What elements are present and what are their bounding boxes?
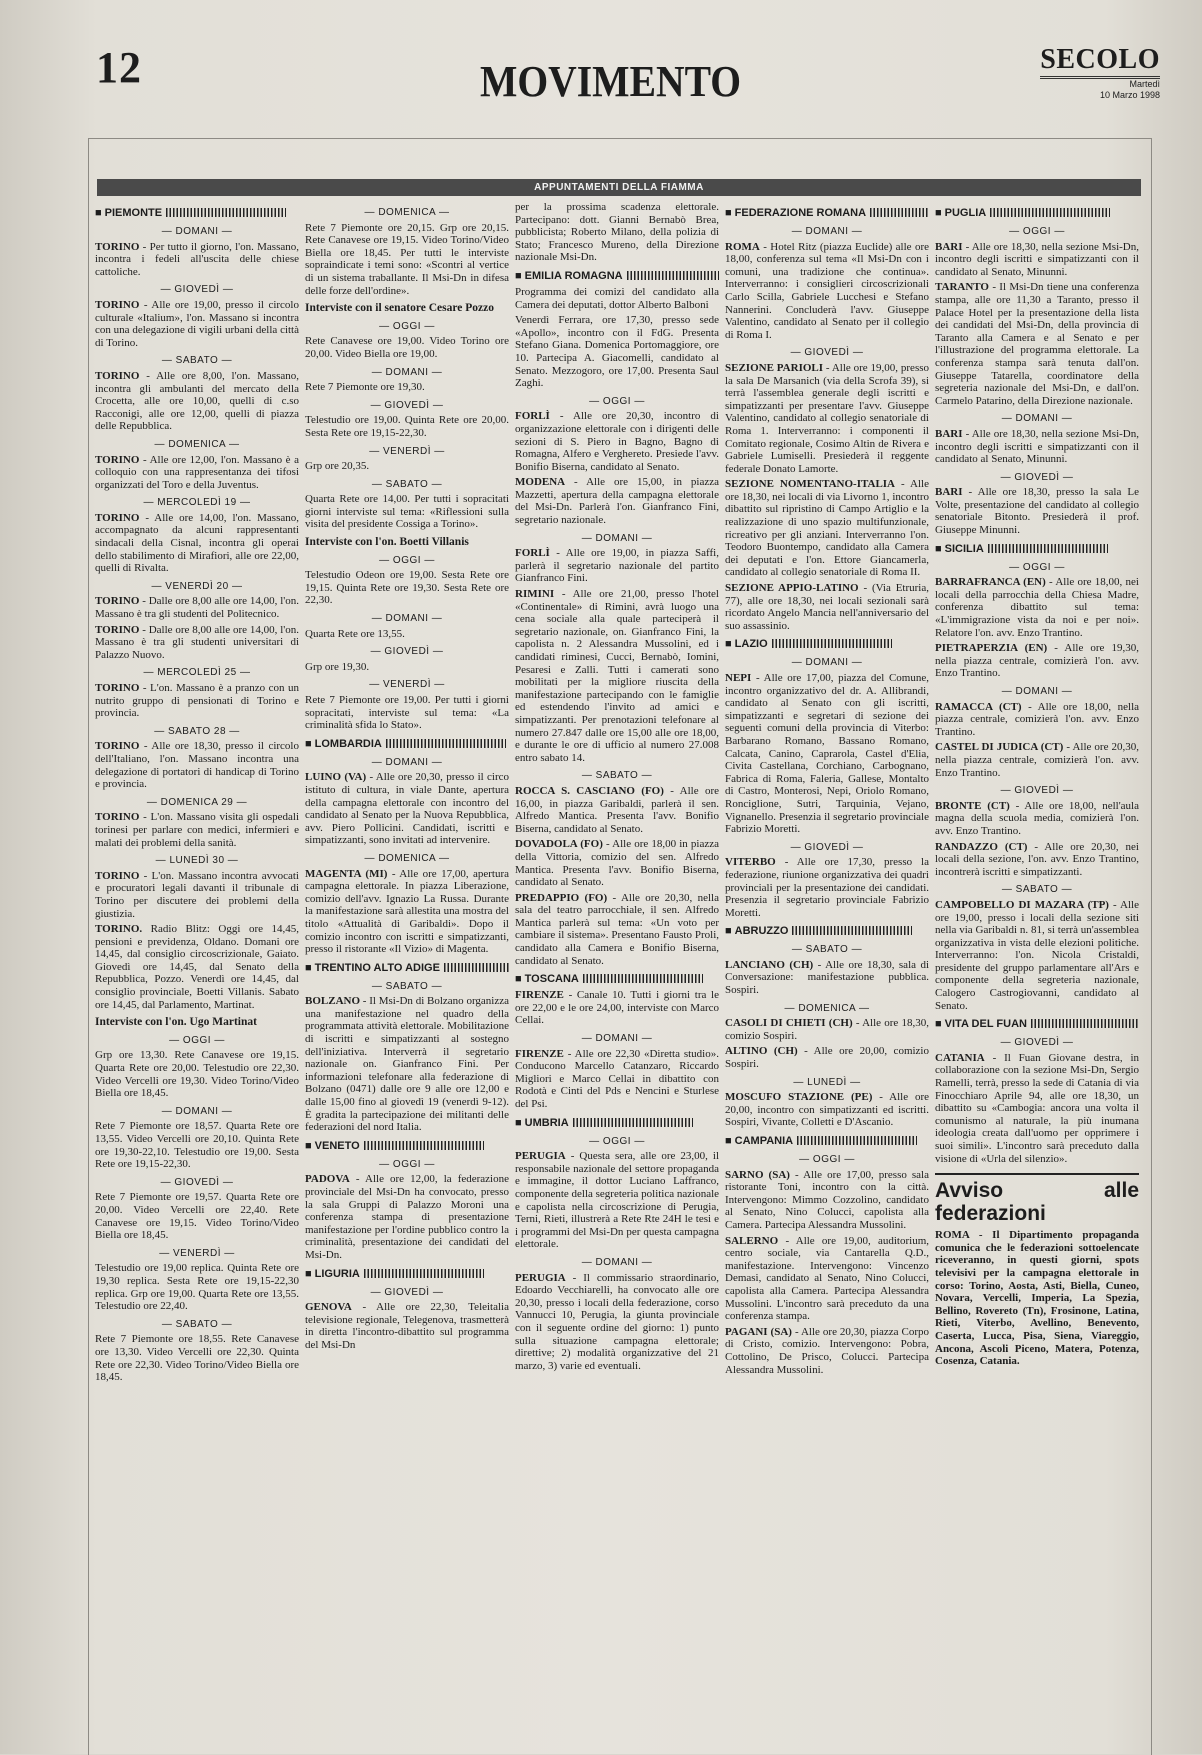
notice-text: Venerdì Ferrara, ore 17,30, presso sede «Apollo», incontro con il FdG. Presenta Stefano Giana. Domenica Portomaggiore, ore 10. Partecipa A. Giacomelli, candidato al Senato. Mezzogoro, ore 17,00. Presenta Saul Zaghi. bbox=[515, 314, 719, 390]
notice-place: LANCIANO (CH) bbox=[725, 958, 814, 971]
notice-text: Rete 7 Piemonte ore 19,57. Quarta Rete ore 20,00. Video Vercelli ore 22,40. Rete Canavese ore 19,15. Video Torino/Video Biella ore 18,45. bbox=[95, 1191, 299, 1242]
notice-item bbox=[935, 1052, 1139, 1165]
notice-item bbox=[305, 569, 509, 607]
day-heading: — VENERDÌ — bbox=[369, 679, 445, 691]
notice-place: DOVADOLA (FO) bbox=[515, 838, 603, 851]
region-heading: ■ VENETO bbox=[305, 1140, 509, 1153]
notice-item bbox=[95, 870, 299, 920]
sub-heading: Interviste con il senatore Cesare Pozzo bbox=[305, 302, 494, 315]
day-heading: — GIOVEDÌ — bbox=[1000, 785, 1074, 797]
notice-text: - (Via Etruria, 77), alle ore 18,30, nei locali sezionali sarà ricordato Angelo Mancia nell'anniversario del suo assassinio. bbox=[725, 582, 929, 632]
notice-item bbox=[95, 1191, 299, 1241]
notice-text: - Alle ore 18,30, comizio Sospiri. bbox=[725, 1017, 929, 1042]
notice-text: Telestudio ore 19,00 replica. Quinta Rete ore 19,30 replica. Sesta Rete ore 19,15-22,30 replica. Grp ore 19,00. Quarta Rete ore 13,55. Telestudio ore 22,40. bbox=[95, 1262, 299, 1313]
notice-place: VITERBO bbox=[725, 856, 776, 869]
region-heading: ■ PIEMONTE bbox=[95, 207, 299, 220]
notice-text: Grp ore 19,30. bbox=[305, 660, 370, 673]
notice-place: MODENA bbox=[515, 476, 566, 489]
notice-item bbox=[725, 1045, 929, 1070]
day-heading: — LUNEDÌ — bbox=[793, 1076, 861, 1088]
notice-item bbox=[515, 1150, 719, 1251]
notice-text: Telestudio ore 19,00. Quinta Rete ore 20,00. Sesta Rete ore 19,15-22,30. bbox=[305, 414, 509, 439]
notice-item bbox=[95, 740, 299, 790]
notice-item bbox=[515, 314, 719, 390]
avviso-lead: ROMA bbox=[935, 1229, 970, 1242]
notice-text: Rete Canavese ore 19,00. Video Torino ore 20,00. Video Biella ore 19,00. bbox=[305, 335, 509, 360]
column-1 bbox=[95, 201, 299, 1751]
notice-place: TORINO bbox=[95, 369, 140, 382]
notice-item bbox=[305, 460, 509, 473]
section-banner: APPUNTAMENTI DELLA FIAMMA bbox=[97, 179, 1141, 196]
notice-text: Rete 7 Piemonte ore 18,57. Quarta Rete ore 13,55. Video Vercelli ore 20,10. Quinta Rete ore 19,30-22,10. Telestudio ore 19,00. Sesta Rete ore 19,15-22,30. bbox=[95, 1120, 299, 1171]
notice-text: - Alle ore 17,00, apertura campagna elettorale. In piazza Liberazione, comizio dell'avv. Ignazio La Russa. Durante la manifestazione sarà allestita una mostra del titolo «Attualità di Garibaldi». Dopo il comizio incontro con iscritti e simpatizzanti, presso il ristorante «Il Vizio» di Magenta. bbox=[305, 867, 509, 956]
day-heading: — DOMANI — bbox=[371, 613, 443, 625]
day-heading: — GIOVEDÌ — bbox=[370, 646, 444, 658]
notice-place: TORINO bbox=[95, 623, 140, 636]
notice-item bbox=[725, 1169, 929, 1232]
notice-place: BARI bbox=[935, 486, 963, 499]
day-heading: — GIOVEDÌ — bbox=[160, 284, 234, 296]
notice-item bbox=[725, 1017, 929, 1042]
day-heading: — SABATO 28 — bbox=[154, 725, 240, 737]
day-heading: — DOMENICA — bbox=[784, 1002, 870, 1014]
notice-text: - Alle ore 12,00, la federazione provinciale del Msi-Dn ha convocato, presso la sala Gruppi di Palazzo Moroni una conferenza stampa di presentazione manifestazione per l'ordine pubblico contro la criminalità, presentazione dei candidati del Msi-Dn. bbox=[305, 1173, 509, 1261]
notice-place: TORINO bbox=[95, 298, 140, 311]
day-heading: — MERCOLEDÌ 25 — bbox=[143, 667, 251, 679]
notice-text: - Alle ore 20,30, presso il circo istituto di cultura, in viale Dante, apertura della campagna elettorale con incontro del candidato al Senato per la Nuova Repubblica, avv. Piero Pollicini. Candidati, iscritti e simpatizzanti, sono invitati ad intervenire. bbox=[305, 771, 509, 847]
day-heading: — VENERDÌ 20 — bbox=[151, 580, 243, 592]
notice-text: - Dalle ore 8,00 alle ore 14,00, l'on. Massano è tra gli studenti del Politecnico. bbox=[95, 595, 299, 621]
notice-place: ALTINO (CH) bbox=[725, 1045, 798, 1058]
notice-text: Rete 7 Piemonte ore 19,30. bbox=[305, 381, 425, 394]
notice-place: MAGENTA (MI) bbox=[305, 867, 388, 880]
notice-text: - Il Fuan Giovane destra, in collaborazione con la sezione Msi-Dn, Sergio Ramelli, terrà, presso la sede di Catania di via Finocchiaro Aprile 94, alle ore 18,30, un dibattito su «Cambogia: ancora una volta il comunismo al naturale, la più inumana ideologia creata dall'uomo per opprimere i suoi simili». L'incontro sarà preceduto dalla visione di «Urla del silenzio». bbox=[935, 1051, 1139, 1165]
notice-place: FIRENZE bbox=[515, 989, 564, 1002]
sub-heading: Interviste con l'on. Ugo Martinat bbox=[95, 1016, 257, 1029]
notice-text: - Canale 10. Tutti i giorni tra le ore 22,00 e le ore 24,00, interviste con Marco Cellai. bbox=[515, 989, 719, 1027]
notice-text: - Dalle ore 8,00 alle ore 14,00, l'on. Massano è tra gli studenti universitari di Palazzo Nuovo. bbox=[95, 623, 299, 661]
notice-item bbox=[725, 1326, 929, 1376]
notice-item bbox=[95, 512, 299, 575]
notice-item bbox=[935, 576, 1139, 639]
notice-place: TORINO bbox=[95, 869, 140, 882]
notice-item bbox=[935, 800, 1139, 838]
notice-item bbox=[515, 410, 719, 473]
notice-text: - Alle ore 18,00, nei locali della parrocchia della Chiesa Madre, conferenza dibattito sul tema: «L'immigrazione vista da noi e per noi». Relatore l'on. avv. Enzo Trantino. bbox=[935, 576, 1139, 639]
page-number: 12 bbox=[96, 43, 142, 92]
notice-item bbox=[935, 642, 1139, 680]
notice-text: - Alle ore 20,30, nei locali della sezione, l'on. avv. Enzo Trantino, incontrerà iscritti e simpatizzanti. bbox=[935, 840, 1139, 878]
notice-text: - Alle ore 14,00, l'on. Massano, accompagnato da alcuni rappresentanti sindacali della Cisnal, incontra gli operai dello stabilimento di Mirafiori, alle ore 22,00, quelli di Rivalta. bbox=[95, 511, 299, 575]
notice-text: - Alle ore 12,00, l'on. Massano è a colloquio con una rappresentanza dei tifosi organizzati del Toro e della Juventus. bbox=[95, 453, 299, 491]
notice-text: - Il Msi-Dn tiene una conferenza stampa, alle ore 11,30 a Taranto, presso il Palace Hotel per la presentazione della lista dei candidati del Msi-Dn, della provincia di Taranto alla Camera e al Senato e per l'illustrazione del programma elettorale. La conferenza stampa sarà tenuta dall'on. Giuseppe Tatarella, coordinatore della segreteria nazionale del Msi-Dn, e dall'on. Carmelo Patarino, della Direzione nazionale. bbox=[935, 281, 1139, 407]
day-heading: — SABATO — bbox=[581, 770, 653, 782]
day-heading: — SABATO — bbox=[371, 478, 443, 490]
notice-place: PERUGIA bbox=[515, 1150, 566, 1163]
day-heading: — OGGI — bbox=[589, 1135, 645, 1147]
notice-item bbox=[95, 454, 299, 492]
day-heading: — DOMENICA — bbox=[364, 852, 450, 864]
notice-text: - Alle ore 18,00 in piazza della Vittoria, comizio del sen. Alfredo Mantica. Presenta l'avv. Bonifio Biserna, candidato al Senato. bbox=[515, 838, 719, 889]
notice-item bbox=[725, 672, 929, 836]
notice-item bbox=[95, 1120, 299, 1170]
notice-text: Quarta Rete ore 14,00. Per tutti i sopracitati giorni interviste sul tema: «Riflessioni sulla visita del presidente Cossiga a Torino». bbox=[305, 493, 509, 531]
region-heading: ■ LIGURIA bbox=[305, 1268, 509, 1281]
notice-item bbox=[305, 493, 509, 531]
day-heading: — SABATO — bbox=[161, 1318, 233, 1330]
notice-item bbox=[95, 595, 299, 620]
notice-item bbox=[725, 478, 929, 579]
day-heading: — GIOVEDÌ — bbox=[370, 1286, 444, 1298]
column-3 bbox=[515, 201, 719, 1751]
notice-text: Rete 7 Piemonte ore 19,00. Per tutti i giorni sopracitati, interviste sul tema: «La criminalità sfida lo Stato». bbox=[305, 694, 509, 732]
region-heading: ■ EMILIA ROMAGNA bbox=[515, 270, 719, 283]
notice-item bbox=[305, 868, 509, 956]
notice-item bbox=[935, 428, 1139, 466]
day-heading: — DOMANI — bbox=[371, 366, 443, 378]
day-heading: — OGGI — bbox=[379, 320, 435, 332]
notice-text: - Alle ore 17,00, presso sala ristorante Toni, incontro con la città. Intervengono: Mimmo Cozzolino, candidato al Senato, Nino Colucci, capolista alla Camera. Partecipa Alessandra Mussolini. bbox=[725, 1168, 929, 1231]
notice-item bbox=[515, 838, 719, 888]
notice-text: - Alle ore 20,30, nella piazza centrale, comizierà l'on. avv. Enzo Trantino. bbox=[935, 741, 1139, 779]
notice-text: Rete 7 Piemonte ore 18,55. Rete Canavese ore 13,30. Video Vercelli ore 22,30. Quinta Rete ore 22,30. Video Torino/Video Biella ore 18,45. bbox=[95, 1333, 299, 1384]
notice-item bbox=[305, 1301, 509, 1351]
notice-place: PIETRAPERZIA (EN) bbox=[935, 642, 1048, 655]
notice-place: TORINO bbox=[95, 740, 140, 753]
day-heading: — OGGI — bbox=[1009, 561, 1065, 573]
notice-place: FORLÌ bbox=[515, 547, 550, 560]
notice-item bbox=[515, 476, 719, 526]
notice-place: PADOVA bbox=[305, 1173, 350, 1186]
notice-place: SEZIONE APPIO-LATINO bbox=[725, 582, 859, 595]
day-heading: — OGGI — bbox=[1009, 226, 1065, 237]
notice-place: PERUGIA bbox=[515, 1271, 566, 1284]
notice-item bbox=[935, 241, 1139, 279]
notice-item bbox=[305, 995, 509, 1134]
notice-text: - Alle ore 18,30, nei locali di via Livorno 1, incontro dibattito sul ripristino di Campo Artiglio e la realizzazione di uno spazio multifunzionale, ricreativo per gli anziani. Interverranno l'on. Teodoro Buontempo, candidato alla Camera dei deputati e l'on. Ettore Giancamerla, candidato al collegio senatoriale di Roma II. bbox=[725, 478, 929, 579]
region-heading: ■ TOSCANA bbox=[515, 973, 719, 986]
notice-text: - Alle ore 22,30 «Diretta studio». Conducono Marcello Catanzaro, Riccardo Migliori e Marco Cellai in dibattito con Rodotà e Cinti del Pds e Nencini e Sturlese del Psi. bbox=[515, 1047, 719, 1110]
region-heading: ■ PUGLIA bbox=[935, 207, 1139, 220]
notice-text: - Alle ore 18,00, nella piazza centrale, comizierà l'on. avv. Enzo Trantino. bbox=[935, 700, 1139, 738]
notice-item bbox=[725, 856, 929, 919]
notice-place: TORINO bbox=[95, 453, 140, 466]
notice-place: BARI bbox=[935, 240, 963, 253]
notice-text: - Alle ore 18,30, sala di Conversazione: manifestazione pubblica. Sospiri. bbox=[725, 958, 929, 997]
notice-item bbox=[935, 486, 1139, 536]
notice-place: TARANTO bbox=[935, 281, 989, 294]
notice-place: PREDAPPIO (FO) bbox=[515, 891, 608, 904]
day-heading: — DOMENICA — bbox=[364, 207, 450, 218]
notice-item bbox=[515, 286, 719, 311]
region-heading: ■ VITA DEL FUAN bbox=[935, 1018, 1139, 1031]
day-heading: — OGGI — bbox=[589, 395, 645, 407]
notice-item bbox=[515, 892, 719, 968]
masthead bbox=[1040, 44, 1160, 101]
day-heading: — SABATO — bbox=[371, 980, 443, 992]
notice-text: - Alle ore 19,00, presso la sala De Marsanich (via della Scrofa 39), si terrà l'assemblea generale degli iscritti e simpatizzanti per presentare l'avv. Giuseppe Valentino, candidato al collegio senatoriale di Roma 1. Interverranno: i componenti il Comitato regionale, Cosimo Altin de Rivera e Gabriele Lumiselli. Presiederà il reggente federale Donato Lamorte. bbox=[725, 361, 929, 475]
notice-item bbox=[305, 222, 509, 298]
notice-item bbox=[305, 335, 509, 360]
notice-item bbox=[95, 1333, 299, 1383]
notice-place: PAGANI (SA) bbox=[725, 1325, 792, 1338]
notice-text: - Alle ore 18,30, presso il circolo dell'Italiano, l'on. Massano incontra una delegazione di portatori di handicap di Torino e provincia. bbox=[95, 740, 299, 791]
day-heading: — DOMANI — bbox=[791, 657, 863, 669]
day-heading: — OGGI — bbox=[379, 554, 435, 566]
day-heading: — DOMANI — bbox=[161, 226, 233, 237]
notice-place: MOSCUFO STAZIONE (PE) bbox=[725, 1091, 873, 1104]
notice-text: - L'on. Massano visita gli ospedali torinesi per parlare con medici, infermieri e malati dei problemi della sanità. bbox=[95, 811, 299, 849]
sub-heading: Interviste con l'on. Boetti Villanis bbox=[305, 536, 469, 549]
masthead-day: Martedì bbox=[1129, 79, 1160, 89]
day-heading: — VENERDÌ — bbox=[159, 1247, 235, 1259]
day-heading: — DOMANI — bbox=[581, 1256, 653, 1268]
notice-item bbox=[515, 588, 719, 764]
notice-text: Quarta Rete ore 13,55. bbox=[305, 627, 405, 640]
notice-place: SEZIONE PARIOLI bbox=[725, 361, 824, 374]
notice-item bbox=[95, 624, 299, 662]
day-heading: — OGGI — bbox=[379, 1158, 435, 1170]
notice-text: - Alle ore 20,30, nella sala del teatro parrocchiale, il sen. Alfredo Mantica parlerà sul tema: «Un voto per cambiare il sistema». Presentano Fausto Proli, candidato alla Camera e Bonifio Biserna, candidato al Senato. bbox=[515, 891, 719, 967]
notice-text: - Alle ore 20,30, piazza Corpo di Cristo, comizio. Intervengono: Pobra, Cottolino, De Prisco, Colucci. Partecipa Alessandra Mussolini. bbox=[725, 1325, 929, 1376]
day-heading: — DOMANI — bbox=[791, 226, 863, 237]
notice-place: CATANIA bbox=[935, 1051, 985, 1064]
column-5 bbox=[935, 201, 1139, 1751]
notice-item bbox=[95, 370, 299, 433]
day-heading: — DOMENICA 29 — bbox=[146, 796, 248, 808]
notice-item bbox=[95, 923, 299, 1011]
notice-item bbox=[935, 841, 1139, 879]
notice-place: TORINO bbox=[95, 511, 140, 524]
region-heading: ■ TRENTINO ALTO ADIGE bbox=[305, 962, 509, 975]
avviso-body bbox=[935, 1229, 1139, 1368]
notice-item bbox=[515, 201, 719, 264]
notice-place: FIRENZE bbox=[515, 1047, 564, 1060]
notice-text: - Hotel Ritz (piazza Euclide) alle ore 18,00, conferenza sul tema «Il Msi-Dn con i comuni, una tradizione che continua». Interverranno: i consiglieri circoscrizionali Carlo Scilla, Gabriele Lucchesi e Stefano Nannerini. Concluderà l'avv. Giuseppe Valentino, candidato al Senato per il collegio di Roma I. bbox=[725, 240, 929, 341]
notice-text: - Alle ore 15,00, in piazza Mazzetti, apertura della campagna elettorale del Msi-Dn. Parlerà l'on. Gianfranco Fini, segretario nazionale. bbox=[515, 476, 719, 527]
notice-text: - Alle ore 18,30, nella sezione Msi-Dn, incontro degli iscritti e simpatizzanti con il candidato al Senato, Minunni. bbox=[935, 240, 1139, 278]
notice-text: - Alle ore 17,30, presso la federazione, riunione organizzativa dei quadri provinciali per la presentazione dei candidati. Presenzia il segretario provinciale Fabrizio Moretti. bbox=[725, 856, 929, 919]
day-heading: — DOMANI — bbox=[581, 532, 653, 544]
notice-item bbox=[305, 381, 509, 394]
notice-text: - Alle ore 19,00, in piazza Saffi, parlerà il segretario nazionale del partito Gianfranco Fini. bbox=[515, 547, 719, 585]
notice-text: - L'on. Massano incontra avvocati e procuratori legali davanti il tribunale di Torino per discutere dei problemi della giustizia. bbox=[95, 869, 299, 920]
notice-text: per la prossima scadenza elettorale. Partecipano: dott. Gianni Bernabò Brea, pubblicista; Roberto Milano, della polizia di Stato; Francesco Mureno, della Direzione nazionale Msi-Dn. bbox=[515, 201, 719, 264]
notice-place: BOLZANO bbox=[305, 995, 361, 1008]
notice-place: SALERNO bbox=[725, 1234, 779, 1247]
section-title: MOVIMENTO bbox=[480, 57, 742, 106]
notice-item bbox=[515, 1048, 719, 1111]
notice-place: TORINO bbox=[95, 240, 140, 253]
region-heading: ■ FEDERAZIONE ROMANA bbox=[725, 207, 929, 220]
notice-place: ROCCA S. CASCIANO (FO) bbox=[515, 784, 664, 797]
region-heading: ■ LAZIO bbox=[725, 638, 929, 651]
notice-text: Grp ore 13,30. Rete Canavese ore 19,15. Quarta Rete ore 20,00. Telestudio ore 22,30. Video Vercelli ore 19,30. Video Torino/Video Biella ore 18,45. bbox=[95, 1049, 299, 1100]
notice-place: ROMA bbox=[725, 240, 760, 253]
column-2 bbox=[305, 201, 509, 1751]
notice-item bbox=[935, 701, 1139, 739]
notice-item bbox=[95, 811, 299, 849]
notice-item bbox=[515, 547, 719, 585]
notice-text: Grp ore 20,35. bbox=[305, 460, 370, 473]
notice-item bbox=[95, 1262, 299, 1312]
notice-text: - Alle ore 18,30, nella sezione Msi-Dn, incontro degli iscritti e simpatizzanti con il candidato al Senato, Minunni. bbox=[935, 427, 1139, 466]
day-heading: — MERCOLEDÌ 19 — bbox=[143, 497, 251, 509]
notice-place: TORINO bbox=[95, 682, 140, 694]
notice-text: - Alle ore 19,00, presso il circolo culturale «Italium», l'on. Massano si incontra con una delegazione di vigili urbani della città di Torino. bbox=[95, 298, 299, 349]
notice-place: SARNO (SA) bbox=[725, 1168, 790, 1181]
notice-place: RAMACCA (CT) bbox=[935, 700, 1022, 713]
notice-item bbox=[515, 785, 719, 835]
day-heading: — OGGI — bbox=[169, 1034, 225, 1046]
page-header bbox=[80, 30, 1160, 110]
day-heading: — LUNEDÌ 30 — bbox=[155, 855, 239, 867]
content-frame bbox=[88, 138, 1152, 1755]
day-heading: — SABATO — bbox=[791, 944, 863, 956]
notice-item bbox=[305, 694, 509, 732]
day-heading: — DOMANI — bbox=[1001, 413, 1073, 425]
day-heading: — DOMANI — bbox=[371, 756, 443, 768]
notice-text: - Alle ore 20,00, incontro con simpatizzanti ed iscritti. Sospiri, Vivante, Colletti e D'Ascanio. bbox=[725, 1091, 929, 1129]
notice-place: BARRAFRANCA (EN) bbox=[935, 576, 1046, 589]
day-heading: — GIOVEDÌ — bbox=[160, 1176, 234, 1188]
notice-place: RIMINI bbox=[515, 588, 555, 601]
notice-item bbox=[305, 661, 509, 674]
notice-item bbox=[725, 1235, 929, 1323]
notice-text: - Alle ore 19,30, nella piazza centrale, comizierà l'on. avv. Enzo Trantino. bbox=[935, 642, 1139, 680]
notice-text: Programma dei comizi del candidato alla Camera dei deputati, dottor Alberto Balboni bbox=[515, 285, 719, 311]
notice-place: CASTEL DI JUDICA (CT) bbox=[935, 741, 1064, 754]
notice-place: GENOVA bbox=[305, 1301, 352, 1314]
day-heading: — SABATO — bbox=[1001, 884, 1073, 896]
notice-text: - Alle ore 21,00, presso l'hotel «Continentale» di Rimini, avrà luogo una cena sociale alla quale parteciperà il segretario nazionale, on. Gianfranco Fini, la capolista n. 2 Alessandra Mussolini, ed i candidati riminesi, Cucci, Bernabò, Iomini, Pesaresi e Zalli. Tutti i camerati sono mobilitati per la migliore riuscita della manifestazione partecipando con le famiglie ed estendendo l'invito ad amici e simpatizzanti. Per prenotazioni telefonare al numero 27.847 dalle ore 15,00 alle ore 18,00, e durante le ore di ufficio al numero 27.008 entro sabato 14. bbox=[515, 588, 719, 764]
notice-item bbox=[95, 241, 299, 279]
notice-place: CAMPOBELLO DI MAZARA (TP) bbox=[935, 898, 1109, 911]
notice-text: - Il commissario straordinario, Edoardo Vecchiarelli, ha convocato alle ore 20,30, presso i locali della federazione, corso Vannucci 10, Perugia, la giunta provinciale con il seguente ordine del giorno: 1) punto sulla situazione campagna elettorale; direttive; 2) modalità organizzative del 21 marzo, 3) varie ed eventuali. bbox=[515, 1271, 719, 1372]
notice-item bbox=[725, 362, 929, 475]
day-heading: — GIOVEDÌ — bbox=[370, 399, 444, 411]
day-heading: — SABATO — bbox=[161, 355, 233, 367]
notice-item bbox=[305, 414, 509, 439]
notice-item bbox=[95, 1049, 299, 1099]
day-heading: — DOMANI — bbox=[581, 1033, 653, 1045]
notice-text: - Alle ore 8,00, l'on. Massano, incontra gli ambulanti del mercato della Crocetta, alle ore 10,00, quelli di c.so Racconigi, alle ore 12,00, quelli di piazza delle Repubblica. bbox=[95, 369, 299, 433]
masthead-date: 10 Marzo 1998 bbox=[1099, 90, 1160, 100]
day-heading: — GIOVEDÌ — bbox=[1000, 471, 1074, 483]
notice-text: - Alle ore 18,30, presso la sala Le Volte, presentazione del candidato al collegio senatoriale Bitonto. Presiederà il prof. Giuseppe Minunni. bbox=[935, 486, 1139, 537]
region-heading: ■ LOMBARDIA bbox=[305, 738, 509, 751]
notice-item bbox=[305, 628, 509, 641]
notice-place: BRONTE (CT) bbox=[935, 799, 1010, 812]
day-heading: — DOMANI — bbox=[161, 1105, 233, 1117]
day-heading: — DOMANI — bbox=[1001, 686, 1073, 697]
masthead-name: SECOLO bbox=[1040, 44, 1160, 79]
notice-item bbox=[305, 1173, 509, 1261]
notice-item bbox=[515, 989, 719, 1027]
notice-item bbox=[935, 281, 1139, 407]
notice-item bbox=[305, 771, 509, 847]
notice-place: NEPI bbox=[725, 672, 752, 684]
column-4 bbox=[725, 201, 929, 1751]
notice-place: TORINO bbox=[95, 595, 140, 608]
notice-text: - L'on. Massano è a pranzo con un nutrito gruppo di pensionati di Torino e provincia. bbox=[95, 682, 299, 720]
day-heading: — GIOVEDÌ — bbox=[790, 841, 864, 853]
notice-text: - Alle ore 20,30, incontro di organizzazione elettorale con i dirigenti delle sezioni di S. Piero in Bagno, Bagno di Romagna, Alfero e Verghereto. Presiede l'avv. Bonifio Biserna, candidato al Senato. bbox=[515, 410, 719, 473]
day-heading: — GIOVEDÌ — bbox=[1000, 1037, 1074, 1049]
day-heading: — DOMENICA — bbox=[154, 438, 240, 450]
region-heading: ■ ABRUZZO bbox=[725, 925, 929, 938]
notice-item bbox=[725, 582, 929, 632]
notice-text: - Alle ore 16,00, in piazza Garibaldi, parlerà il sen. Alfredo Mantica. Presenta l'avv. Bonifio Biserna, candidato al Senato. bbox=[515, 784, 719, 835]
notice-item bbox=[935, 741, 1139, 779]
notice-text: - Alle ore 19,00, presso i locali della sezione siti nella via Garibaldi n. 81, si terrà un'assemblea organizzativa in vista delle elezioni politiche. Interverranno: l'on. Nicola Cristaldi, presidente del gruppo parlamentare all'Ars e componente della segreteria nazionale, Calogero Castrogiovanni, candidato al Senato. bbox=[935, 898, 1139, 1012]
avviso-text: - Il Dipartimento propaganda comunica che le federazioni sottoelencate riceveranno, in questi giorni, spots televisivi per la campagna elettorale in corso: Torino, Aosta, Asti, Biella, Cuneo, Novara, Vercelli, Imperia, La Spezia, Bellino, Rovereto (Tn), Frosinone, Latina, Rieti, Viterbo, Avellino, Benevento, Caserta, Lucca, Pisa, Siena, Viareggio, Ancona, Ascoli Piceno, Matera, Potenza, Cosenza, Catania. bbox=[935, 1229, 1139, 1368]
notice-text: - Questa sera, alle ore 23,00, il responsabile nazionale del settore propaganda e immagine, il dottor Luciano Laffranco, componente della segreteria politica nazionale e capolista nella circoscrizione di Perugia, Terni, Rieti, illustrerà a Rete Rte 24H le tesi e i programmi del Msi-Dn per questa campagna elettorale. bbox=[515, 1150, 719, 1251]
notice-place: BARI bbox=[935, 427, 963, 440]
notice-item bbox=[515, 1272, 719, 1373]
avviso-box bbox=[935, 1173, 1139, 1368]
notice-text: - Alle ore 17,00, piazza del Comune, incontro organizzativo del dr. A. Allibrandi, candidato al Senato con gli iscritti, simpatizzanti e segretari di sezione dei seguenti comuni della provincia di Viterbo: Barbarano Romano, Bassano Romano, Calcata, Canino, Caprarola, Castel d'Elia, Civita Castellana, Corchiano, Carbognano, Fabrica di Roma, Faleria, Gallese, Montalto di Castro, Monterosi, Nepi, Oriolo Romano, Ronciglione, Sutri, Tarquinia, Vejano, Vignanello. Presenzia il segretario provinciale Fabrizio Moretti. bbox=[725, 672, 929, 836]
day-heading: — GIOVEDÌ — bbox=[790, 347, 864, 359]
notice-text: - Alle ore 20,00, comizio Sospiri. bbox=[725, 1045, 929, 1071]
day-heading: — VENERDÌ — bbox=[369, 445, 445, 457]
notice-text: - Alle ore 22,30, Teleitalia televisione regionale, Telegenova, trasmetterà in diretta l'incontro-dibattito sul programma del Msi-Dn bbox=[305, 1301, 509, 1351]
notice-text: Rete 7 Piemonte ore 20,15. Grp ore 20,15. Rete Canavese ore 19,15. Video Torino/Video Biella ore 18,45. Per tutti le interviste sopraindicate i temi sono: «Scontri al vertice di un sistema traballante. Il Msi-Dn in difesa delle forze dell'ordine». bbox=[305, 221, 509, 297]
notice-item bbox=[95, 299, 299, 349]
region-heading: ■ UMBRIA bbox=[515, 1117, 719, 1130]
notice-place: TORINO. bbox=[95, 923, 143, 936]
notice-place: LUINO (VA) bbox=[305, 771, 367, 784]
avviso-title: Avviso alle federazioni bbox=[935, 1179, 1139, 1226]
notice-text: Radio Blitz: Oggi ore 14,45, pensioni e previdenza, Oldano. Domani ore 14,45, dal consiglio circoscrizionale, Gaiato. Giovedì ore 14,45, dal Senato della Repubblica, Pozzo. Venerdì ore 14,45, dal consiglio provinciale, Boetti Villanis. Sabato ore 14,45, dal Parlamento, Martinat. bbox=[95, 923, 299, 1011]
notice-place: TORINO bbox=[95, 811, 140, 824]
notice-item bbox=[935, 899, 1139, 1012]
notice-text: - Per tutto il giorno, l'on. Massano, incontra i fedeli all'uscita delle chiese cattoliche. bbox=[95, 240, 299, 278]
notice-text: Telestudio Odeon ore 19,00. Sesta Rete ore 19,15. Quinta Rete ore 19,30. Sesta Rete ore 22,30. bbox=[305, 569, 509, 607]
notice-item bbox=[725, 241, 929, 342]
notice-place: RANDAZZO (CT) bbox=[935, 840, 1028, 853]
notice-place: FORLÌ bbox=[515, 410, 550, 423]
column-5-body bbox=[935, 207, 1139, 1165]
notice-item bbox=[725, 959, 929, 997]
notice-text: - Alle ore 19,00, auditorium, centro sociale, via Cantarella Q.D., manifestazione. Intervengono: Vincenzo Demasi, candidato al Senato, Nino Colucci, capolista alla Camera. Partecipa Alessandra Mussolini. L'incontro sarà preceduto da una conferenza stampa. bbox=[725, 1234, 929, 1323]
region-heading: ■ SICILIA bbox=[935, 543, 1139, 556]
notice-place: SEZIONE NOMENTANO-ITALIA bbox=[725, 478, 896, 491]
notice-item bbox=[95, 682, 299, 720]
notice-text: - Alle ore 18,00, nell'aula magna della scuola media, comizierà l'on. avv. Enzo Trantino. bbox=[935, 799, 1139, 837]
day-heading: — OGGI — bbox=[799, 1154, 855, 1165]
notice-text: - Il Msi-Dn di Bolzano organizza una manifestazione nel quadro della programmata attività elettorale. Mobilitazione di iscritti e simpatizzanti al sostegno dell'iniziativa. Interverrà il segretario nazionale on. Gianfranco Fini. Per informazioni telefonare alla federazione di Bolzano (0471) dalle ore 9 alle ore 12,00 e dalle 15,00 fino al giovedì 19 (venerdì 9-12). È gradita la partecipazione dei militanti delle federazioni del nord Italia. bbox=[305, 995, 509, 1134]
region-heading: ■ CAMPANIA bbox=[725, 1135, 929, 1148]
notice-item bbox=[725, 1091, 929, 1129]
notice-place: CASOLI DI CHIETI (CH) bbox=[725, 1017, 853, 1030]
